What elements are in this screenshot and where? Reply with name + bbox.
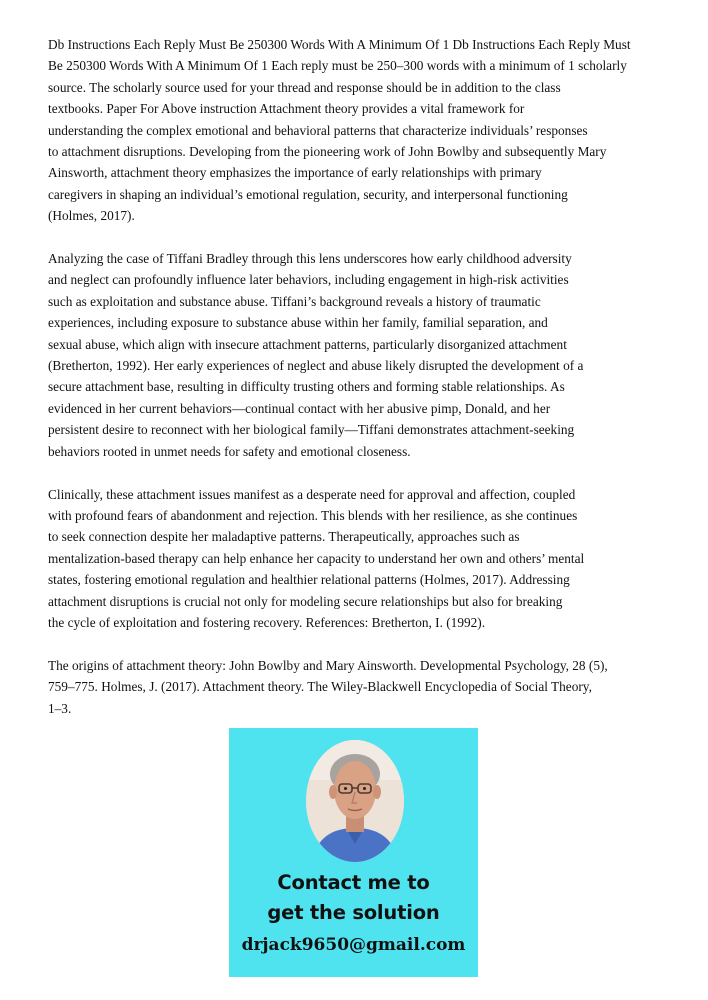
contact-email: drjack9650@gmail.com [241,935,466,955]
paragraph-clinical: Clinically, these attachment issues manifest as a desperate need for approval and affection, coupled with profound fears of abandonment and rejection. This blends with her resilience, as she continues to seek connection despite her maladaptive patterns. Therapeutically, approaches such as mentalization-based therapy can help enhance her capacity to understand her own and others’ mental states, fostering emotional regulation and healthier relational patterns (Holmes, 2017). Addressing attachment disruptions is crucial not only for modeling secure relationships but also for breaking the cycle of exploitation and fostering recovery. References: Bretherton, I. (1992). [48,486,585,630]
author-portrait-image [306,740,404,862]
document-body [48,34,688,740]
paragraph-references: The origins of attachment theory: John Bowlby and Mary Ainsworth. Developmental Psychology, 28 (5), 759–775. Holmes, J. (2017). Attachment theory. The Wiley-Blackwell Encyclopedia of Social Theory, 1–3. [48,657,608,716]
paragraph-case-analysis: Analyzing the case of Tiffani Bradley through this lens underscores how early childhood adversity and neglect can profoundly influence later behaviors, including engagement in high-risk activities such as exploitation and substance abuse. Tiffani’s background reveals a history of traumatic experiences, including exposure to substance abuse within her family, familial separation, and sexual abuse, which align with insecure attachment patterns, particularly disorganized attachment (Bretherton, 1992). Her early experiences of neglect and abuse likely disrupted the development of a secure attachment base, resulting in difficulty trusting others and forming stable relationships. As evidenced in her current behaviors—continual contact with her abusive pimp, Donald, and her persistent desire to reconnect with her biological family—Tiffani demonstrates attachment-seeking behaviors rooted in unmet needs for safety and emotional closeness. [48,251,584,459]
contact-headline [229,868,478,928]
contact-headline-line2: get the solution [267,901,440,924]
paragraph-instructions: Db Instructions Each Reply Must Be 250300 Words With A Minimum Of 1 Db Instructions Each Reply Must Be 250300 Words With A Minimum Of 1 Each reply must be 250–300 words with a minimum of 1 scholarly source. The scholarly source used for your thread and response should be in addition to the class textbooks. Paper For Above instruction Attachment theory provides a vital framework for understanding the complex emotional and behavioral patterns that characterize individuals’ responses to attachment disruptions. Developing from the pioneering work of John Bowlby and subsequently Mary Ainsworth, attachment theory emphasizes the importance of early relationships with primary caregivers in shaping an individual’s emotional regulation, security, and interpersonal functioning (Holmes, 2017). [48,37,631,224]
contact-advertisement [229,728,478,977]
contact-headline-line1: Contact me to [277,871,430,894]
